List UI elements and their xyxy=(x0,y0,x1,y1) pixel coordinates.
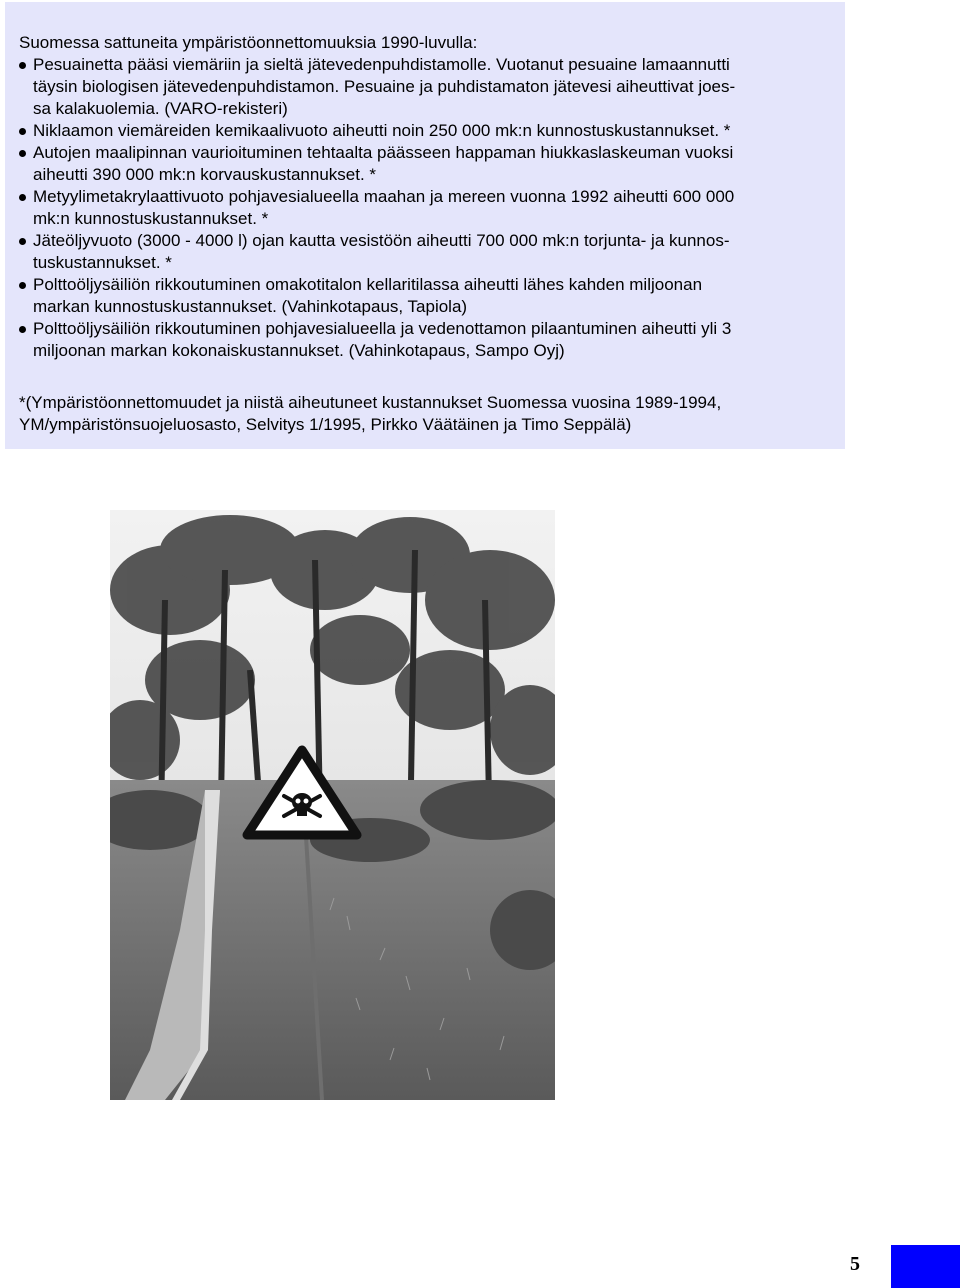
list-item: Polttoöljysäiliön rikkoutuminen omakotitalon kellaritilassa aiheutti lähes kahden miljoonan markan kunnostuskustannukset. (Vahinkotapaus, Tapiola) xyxy=(19,274,831,318)
bullet-icon xyxy=(19,128,26,135)
bullet-icon xyxy=(19,194,26,201)
bullet-icon xyxy=(19,282,26,289)
info-box xyxy=(5,2,845,449)
page-number: 5 xyxy=(850,1253,860,1275)
bullet-icon xyxy=(19,326,26,333)
bullet-icon xyxy=(19,150,26,157)
list-item: Jäteöljyvuoto (3000 - 4000 l) ojan kautta vesistöön aiheutti 700 000 mk:n torjunta- ja kunnos- tuskustannukset. * xyxy=(19,230,831,274)
bullet-icon xyxy=(19,62,26,69)
bog-warning-sign-photo xyxy=(110,510,555,1100)
list-item: Autojen maalipinnan vaurioituminen tehtaalta päässeen happaman hiukkaslaskeuman vuoksi aiheutti 390 000 mk:n korvauskustannukset. * xyxy=(19,142,831,186)
box-heading: Suomessa sattuneita ympäristöonnettomuuksia 1990-luvulla: xyxy=(19,33,478,52)
bullet-icon xyxy=(19,238,26,245)
incident-list xyxy=(19,54,831,362)
source-citation: *(Ympäristöonnettomuudet ja niistä aiheutuneet kustannukset Suomessa vuosina 1989-1994, YM/ympäristönsuojeluosasto, Selvitys 1/1995, Pirkko Väätäinen ja Timo Seppälä) xyxy=(19,393,722,434)
list-item: Niklaamon viemäreiden kemikaalivuoto aiheutti noin 250 000 mk:n kunnostuskustannukset. * xyxy=(19,120,831,142)
list-item: Pesuainetta pääsi viemäriin ja sieltä jätevedenpuhdistamolle. Vuotanut pesuaine lamaannutti täysin biologisen jätevedenpuhdistamon. Pesuaine ja puhdistamaton jätevesi aiheuttivat joes- sa kalakuolemia. (VARO-rekisteri) xyxy=(19,54,831,120)
list-item: Polttoöljysäiliön rikkoutuminen pohjavesialueella ja vedenottamon pilaantuminen aiheutti yli 3 miljoonan markan kokonaiskustannukset. (Vahinkotapaus, Sampo Oyj) xyxy=(19,318,831,362)
list-item: Metyylimetakrylaattivuoto pohjavesialueella maahan ja mereen vuonna 1992 aiheutti 600 000 mk:n kunnostuskustannukset. * xyxy=(19,186,831,230)
page-color-tab xyxy=(891,1245,960,1288)
